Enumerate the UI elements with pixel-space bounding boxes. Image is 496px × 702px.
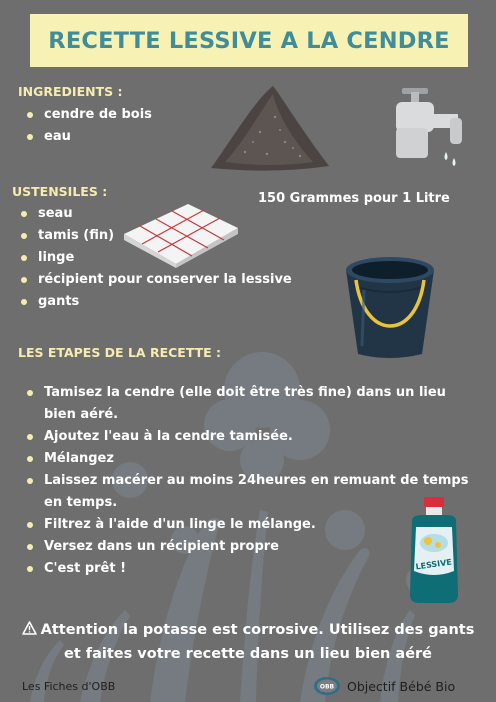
detergent-bottle-illustration xyxy=(404,497,464,605)
page-title: RECETTE LESSIVE A LA CENDRE xyxy=(48,27,450,54)
quantity-label: 150 Grammes pour 1 Litre xyxy=(258,191,450,206)
step-item: C'est prêt ! xyxy=(24,558,474,580)
step-item: Laissez macérer au moins 24heures en remuant de temps en temps. xyxy=(24,470,474,514)
bucket-illustration xyxy=(340,250,440,362)
step-item: Filtrez à l'aide d'un linge le mélange. xyxy=(24,514,474,536)
utensil-item: gants xyxy=(18,291,292,313)
title-banner xyxy=(30,14,468,67)
utensils-heading: USTENSILES : xyxy=(12,184,108,199)
ingredients-heading: INGREDIENTS : xyxy=(18,84,123,99)
utensil-item: seau xyxy=(18,203,292,225)
step-item: Tamisez la cendre (elle doit être très fine) dans un lieu bien aéré. xyxy=(24,382,474,426)
cloth-illustration xyxy=(120,200,242,268)
utensil-item: tamis (fin) xyxy=(18,225,292,247)
utensil-item: linge xyxy=(18,247,292,269)
step-item: Mélangez xyxy=(24,448,474,470)
footer-series-label: Les Fiches d'OBB xyxy=(22,680,116,693)
bottle-label-text: LESSIVE xyxy=(415,557,453,572)
ash-pile-illustration xyxy=(205,82,335,174)
step-item: Versez dans un récipient propre xyxy=(24,536,474,558)
faucet-illustration xyxy=(384,88,466,170)
ingredient-item: eau xyxy=(24,126,152,148)
footer-brand xyxy=(313,676,455,696)
warning-icon xyxy=(22,618,37,642)
logo-text: OBB xyxy=(319,683,335,691)
utensil-item: récipient pour conserver la lessive xyxy=(18,269,292,291)
ingredients-list xyxy=(24,104,152,148)
warning-text: Attention la potasse est corrosive. Utilisez des gants et faites votre recette dans un lieu bien aéré xyxy=(40,622,475,662)
warning-note xyxy=(14,618,482,666)
ingredient-item: cendre de bois xyxy=(24,104,152,126)
brand-name: Objectif Bébé Bio xyxy=(347,678,456,694)
brand-logo xyxy=(313,676,341,696)
steps-heading: LES ETAPES DE LA RECETTE : xyxy=(18,345,222,360)
step-item: Ajoutez l'eau à la cendre tamisée. xyxy=(24,426,474,448)
